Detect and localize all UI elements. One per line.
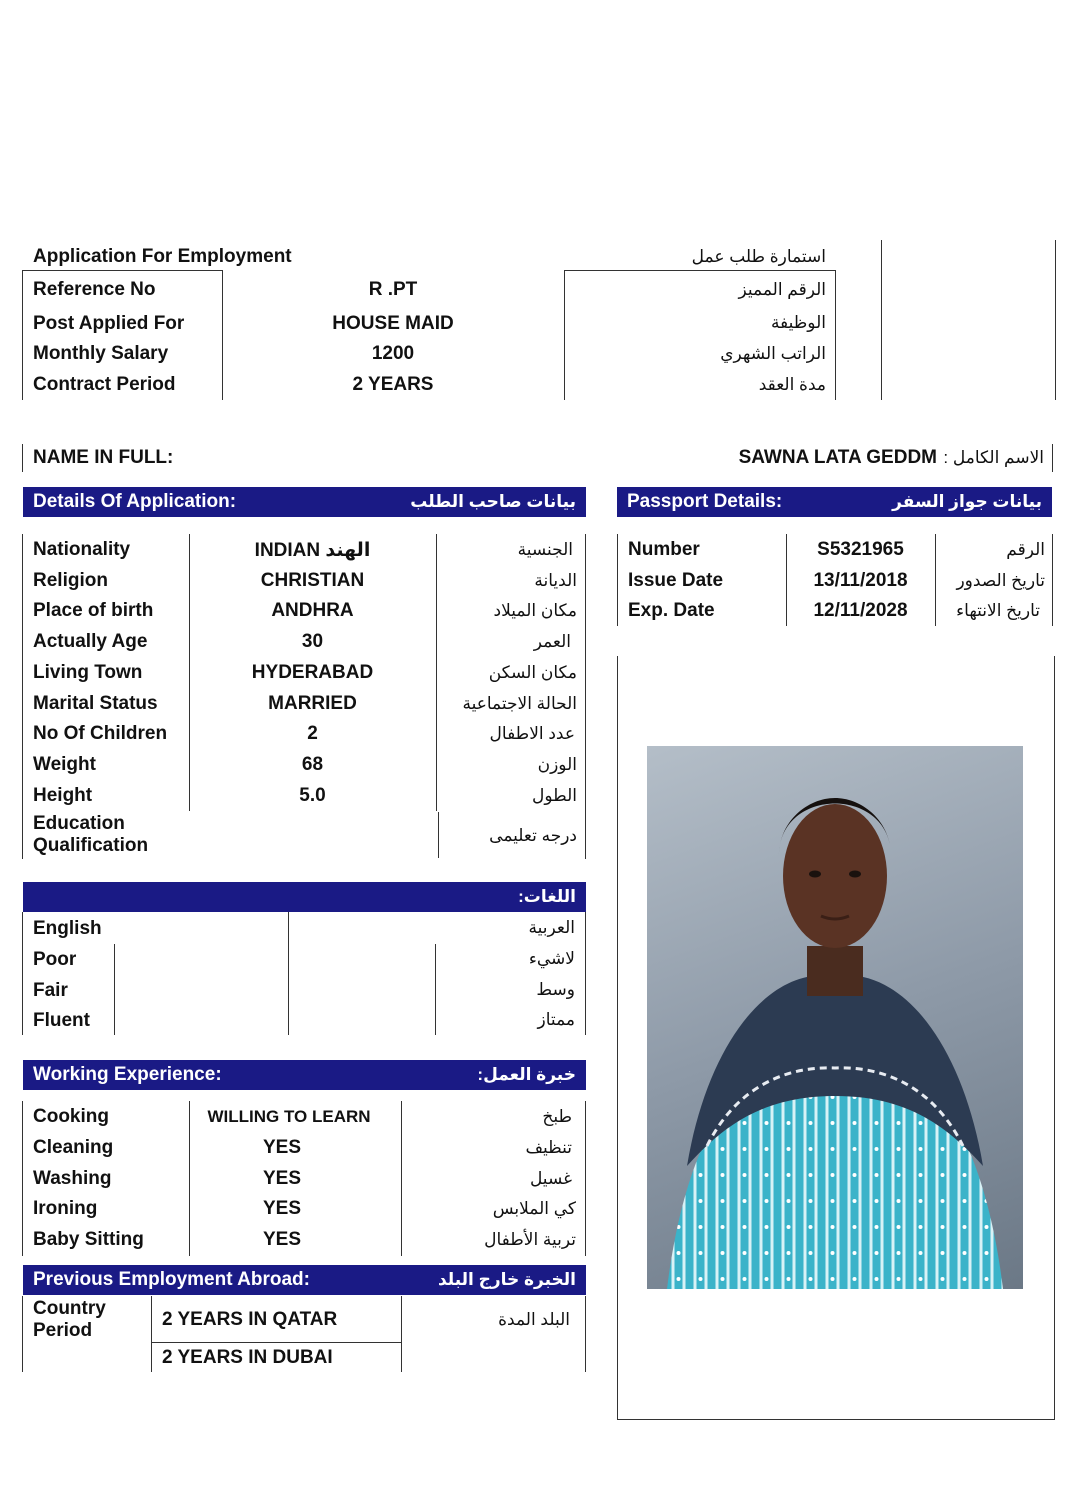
marital-label: Marital Status: [33, 693, 158, 714]
children-value: 2: [307, 723, 318, 744]
birthplace-value: ANDHRA: [271, 600, 354, 621]
ironing-value: YES: [262, 1198, 302, 1219]
education-label-ar: درجه تعليمى: [489, 826, 577, 845]
experience-header-bar: [23, 1060, 586, 1090]
full-name-label: NAME IN FULL:: [33, 447, 174, 468]
town-label-ar: مكان السكن: [488, 663, 577, 682]
issue-date-label: Issue Date: [628, 570, 724, 591]
weight-value: 68: [301, 754, 324, 775]
fair-label: Fair: [33, 980, 68, 1001]
details-title: Details Of Application:: [33, 491, 237, 512]
form-title-en: Application For Employment: [33, 246, 292, 267]
passport-number-label-ar: الرقم: [1006, 540, 1045, 559]
full-name-value: SAWNA LATA GEDDM: [738, 447, 937, 468]
passport-title: Passport Details:: [627, 491, 783, 512]
children-label-ar: عدد الاطفال: [489, 724, 575, 743]
details-header-bar: [23, 487, 586, 517]
education-label: [33, 813, 148, 857]
arabic-label-ar: العربية: [528, 918, 575, 937]
fair-label-ar: وسط: [536, 980, 575, 999]
country-period-label-ar: البلد المدة: [498, 1310, 570, 1329]
birthplace-label: Place of birth: [33, 600, 154, 621]
issue-date-value: 13/11/2018: [813, 570, 908, 591]
expiry-date-label: Exp. Date: [628, 600, 715, 621]
washing-label: Washing: [33, 1168, 112, 1189]
contract-value: 2 YEARS: [352, 374, 434, 395]
previous-employment-header-bar: [23, 1265, 586, 1295]
passport-number-value: S5321965: [817, 539, 904, 560]
post-value: HOUSE MAID: [332, 313, 454, 334]
height-label-ar: الطول: [532, 786, 577, 805]
post-label: Post Applied For: [33, 313, 185, 334]
age-label-ar: العمر: [533, 632, 571, 651]
town-value: HYDERABAD: [251, 662, 374, 683]
poor-label-ar: لاشيء: [528, 949, 575, 968]
fluent-label: Fluent: [33, 1010, 90, 1031]
details-title-ar: بيانات صاحب الطلب: [410, 492, 576, 511]
age-value: 30: [301, 631, 324, 652]
education-label-line2: Qualification: [33, 835, 149, 856]
education-label-line1: Education: [33, 813, 125, 834]
contract-label-ar: مدة العقد: [758, 375, 826, 394]
washing-value: YES: [262, 1168, 302, 1189]
passport-number-label: Number: [628, 539, 700, 560]
poor-label: Poor: [33, 949, 77, 970]
washing-label-ar: غسيل: [529, 1169, 572, 1188]
passport-header-bar: [617, 487, 1052, 517]
issue-date-label-ar: تاريخ الصدور: [956, 571, 1045, 590]
languages-header-bar: [23, 882, 586, 912]
fluent-label-ar: ممتاز: [537, 1010, 575, 1029]
marital-label-ar: الحالة الاجتماعية: [462, 694, 577, 713]
weight-label: Weight: [33, 754, 96, 775]
cleaning-label: Cleaning: [33, 1137, 114, 1158]
birthplace-label-ar: مكان الميلاد: [493, 601, 577, 620]
marital-value: MARRIED: [268, 693, 357, 714]
salary-label-ar: الراتب الشهري: [720, 344, 826, 363]
height-value: 5.0: [299, 785, 326, 806]
applicant-photo: [647, 746, 1023, 1289]
religion-value: CHRISTIAN: [260, 570, 365, 591]
religion-label-ar: الديانة: [534, 571, 577, 590]
nationality-value: INDIAN الهند: [254, 540, 371, 561]
reference-label: Reference No: [33, 279, 156, 300]
cooking-label-ar: طبخ: [542, 1107, 572, 1126]
religion-label: Religion: [33, 570, 108, 591]
salary-label: Monthly Salary: [33, 343, 169, 364]
salary-value: 1200: [371, 343, 415, 364]
town-label: Living Town: [33, 662, 143, 683]
cleaning-label-ar: تنظيف: [525, 1138, 572, 1157]
babysitting-label: Baby Sitting: [33, 1229, 144, 1250]
period-label: Period: [33, 1320, 93, 1341]
nationality-label: Nationality: [33, 539, 131, 560]
contract-label: Contract Period: [33, 374, 176, 395]
english-label: English: [33, 918, 102, 939]
reference-label-ar: الرقم المميز: [738, 280, 826, 299]
post-label-ar: الوظيفة: [770, 313, 826, 332]
experience-title: Working Experience:: [33, 1064, 222, 1085]
cooking-label: Cooking: [33, 1106, 109, 1127]
languages-title-ar: اللغات:: [518, 887, 576, 906]
ironing-label-ar: كي الملابس: [492, 1199, 576, 1218]
expiry-date-label-ar: تاريخ الانتهاء: [956, 601, 1040, 620]
babysitting-label-ar: تربية الأطفال: [484, 1230, 576, 1249]
expiry-date-value: 12/11/2028: [813, 600, 908, 621]
passport-title-ar: بيانات جواز السفر: [892, 492, 1042, 511]
age-label: Actually Age: [33, 631, 148, 652]
country-label: Country: [33, 1298, 106, 1319]
full-name-label-ar: الاسم الكامل :: [943, 448, 1044, 467]
babysitting-value: YES: [262, 1229, 302, 1250]
cleaning-value: YES: [262, 1137, 302, 1158]
previous-entry-dubai: 2 YEARS IN DUBAI: [162, 1347, 333, 1368]
weight-label-ar: الوزن: [537, 755, 577, 774]
previous-employment-title: Previous Employment Abroad:: [33, 1269, 310, 1290]
experience-title-ar: خبرة العمل:: [477, 1065, 576, 1084]
previous-entry-qatar: 2 YEARS IN QATAR: [162, 1309, 338, 1330]
previous-employment-title-ar: الخبرة خارج البلد: [437, 1270, 576, 1289]
children-label: No Of Children: [33, 723, 168, 744]
country-period-label: [33, 1298, 106, 1342]
nationality-label-ar: الجنسية: [517, 540, 573, 559]
reference-value: R .PT: [368, 279, 418, 300]
height-label: Height: [33, 785, 93, 806]
cooking-value: WILLING TO LEARN: [207, 1107, 371, 1126]
ironing-label: Ironing: [33, 1198, 98, 1219]
form-title-ar: استمارة طلب عمل: [691, 247, 826, 266]
